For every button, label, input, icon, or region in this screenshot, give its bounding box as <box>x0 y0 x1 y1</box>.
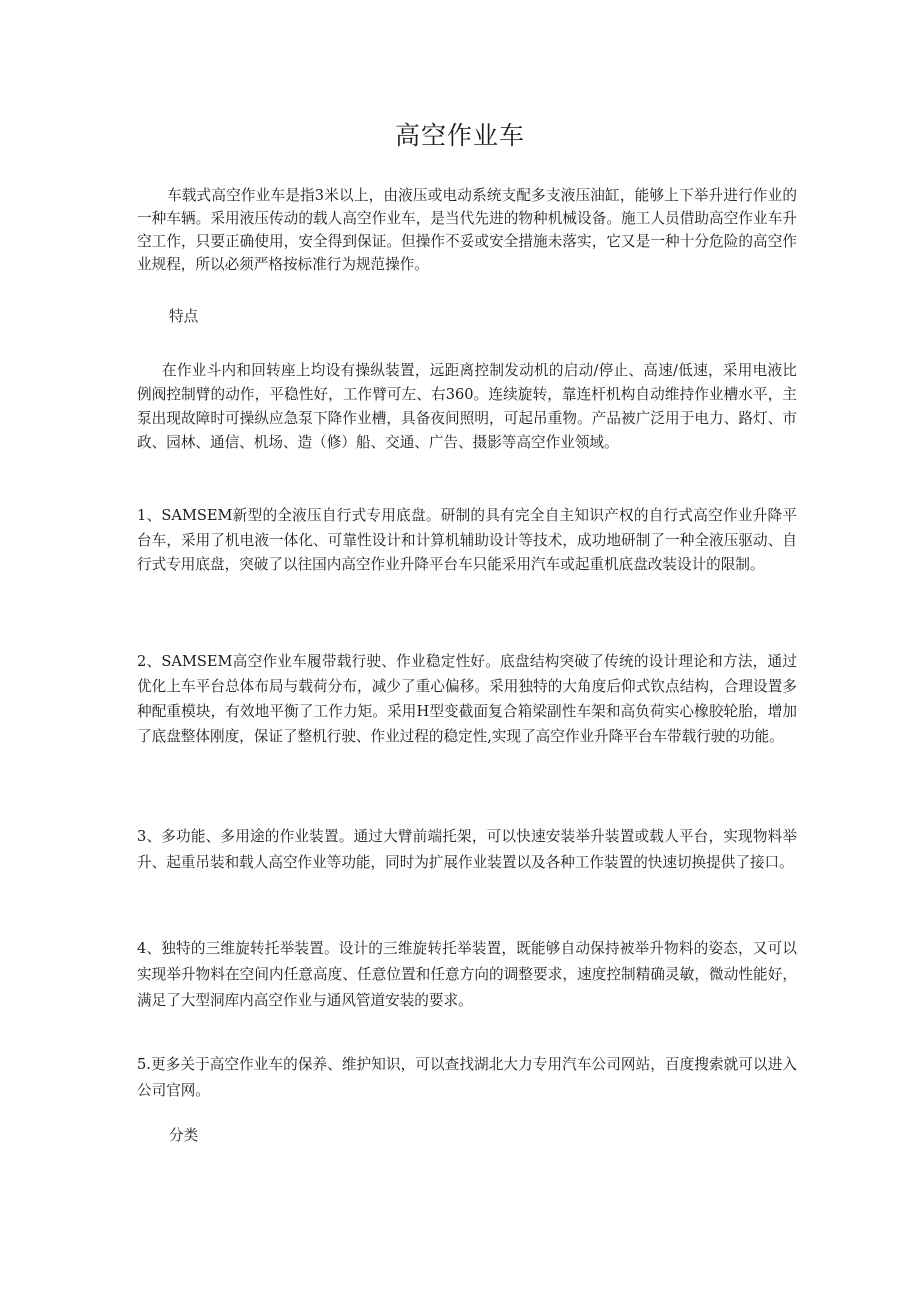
feature-item-4: 4、独特的三维旋转托举装置。设计的三维旋转托举装置，既能够自动保持被举升物料的姿态，又可以实现举升物料在空间内任意高度、任意位置和任意方向的调整要求，速度控制精确灵敏，微动性能好，满足了大型洞库内高空作业与通风管道安装的要求。 <box>137 940 797 1009</box>
feature-item-3: 3、多功能、多用途的作业装置。通过大臂前端托架，可以快速安装举升装置或载人平台，实现物料举升、起重吊装和载人高空作业等功能，同时为扩展作业装置以及各种工作装置的快速切换提供了接口。 <box>137 828 797 871</box>
feature-item-1: 1、SAMSEM新型的全液压自行式专用底盘。研制的具有完全自主知识产权的自行式高空作业升降平台车，采用了机电液一体化、可靠性设计和计算机辅助设计等技术，成功地研制了一种全液压驱动、自行式专用底盘，突破了以往国内高空作业升降平台车只能采用汽车或起重机底盘改装设计的限制。 <box>137 507 797 573</box>
document-title: 高空作业车 <box>394 121 525 150</box>
features-heading: 特点 <box>169 308 199 325</box>
intro-paragraph: 车载式高空作业车是指3米以上，由液压或电动系统支配多支液压油缸，能够上下举升进行作业的一种车辆。采用液压传动的载人高空作业车，是当代先进的物种机械设备。施工人员借助高空作业车升空工作，只要正确使用，安全得到保证。但操作不妥或安全措施未落实，它又是一种十分危险的高空作业规程，所以必须严格按标准行为规范操作。 <box>137 187 797 273</box>
features-paragraph: 在作业斗内和回转座上均设有操纵装置，远距离控制发动机的启动/停止、高速/低速，采用电液比例阀控制臂的动作，平稳性好，工作臂可左、右360。连续旋转，靠连杆机构自动维持作业槽水平，主泵出现故障时可操纵应急泵下降作业槽，具备夜间照明，可起吊重物。产品被广泛用于电力、路灯、市政、园林、通信、机场、造（修）船、交通、广告、摄影等高空作业领域。 <box>137 362 797 451</box>
categories-heading: 分类 <box>169 1127 199 1144</box>
feature-item-2: 2、SAMSEM高空作业车履带载行驶、作业稳定性好。底盘结构突破了传统的设计理论和方法，通过优化上车平台总体布局与载荷分布，减少了重心偏移。采用独特的大角度后仰式钦点结构，合理设置多种配重模块，有效地平衡了工作力矩。采用H型变截面复合箱梁副性车架和高负荷实心橡胶轮胎，增加了底盘整体刚度，保证了整机行驶、作业过程的稳定性,实现了高空作业升降平台车带载行驶的功能。 <box>137 653 797 745</box>
feature-item-5: 5.更多关于高空作业车的保养、维护知识，可以查找湖北大力专用汽车公司网站，百度搜索就可以进入公司官网。 <box>137 1056 797 1099</box>
